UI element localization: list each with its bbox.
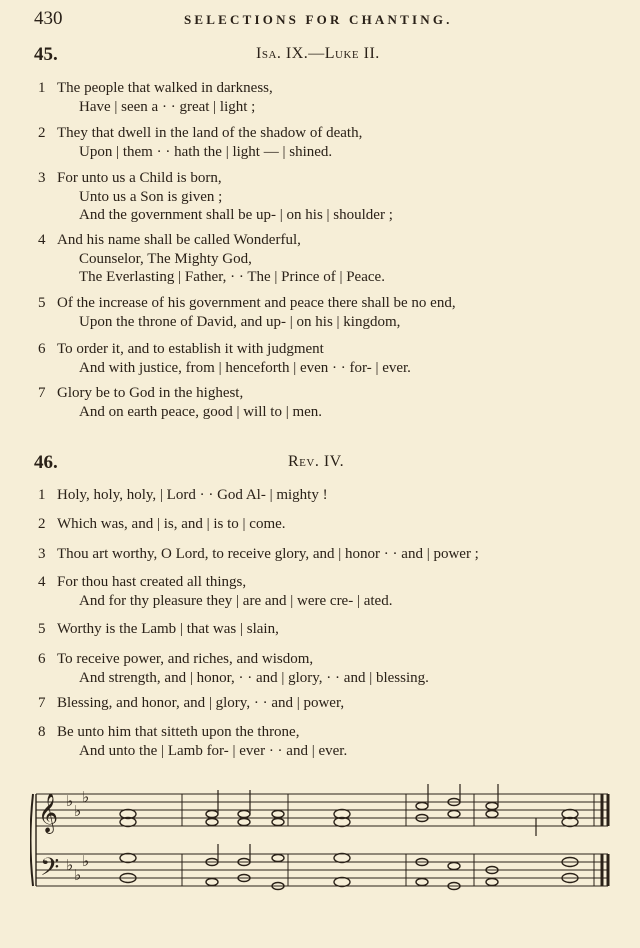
verse-line: They that dwell in the land of the shadow of death, <box>57 125 363 141</box>
verse-number: 1 <box>38 80 46 96</box>
verse-line: Unto us a Son is given ; <box>79 188 223 205</box>
svg-text:♭: ♭ <box>74 866 82 884</box>
verse-line: Upon the throne of David, and up- | on his | kingdom, <box>79 313 401 330</box>
svg-text:♭: ♭ <box>66 856 74 874</box>
verse-line: Holy, holy, holy, | Lord · · God Al- | mighty ! <box>57 487 328 503</box>
verse-number: 5 <box>38 295 46 311</box>
svg-text:𝄞: 𝄞 <box>38 793 59 833</box>
svg-text:♭: ♭ <box>82 852 90 870</box>
scripture-reference: Isa. IX.—Luke II. <box>256 45 380 62</box>
verse-line: And unto the | Lamb for- | ever · · and | ever. <box>79 742 348 759</box>
verse-line: Upon | them · · hath the | light — | shined. <box>79 143 333 160</box>
verse-line: For thou hast created all things, <box>57 574 247 590</box>
verse-number: 8 <box>38 724 46 740</box>
verse-line: Have | seen a · · great | light ; <box>79 98 256 115</box>
page-header <box>34 8 610 32</box>
verse-line: Thou art worthy, O Lord, to receive glory, and | honor · · and | power ; <box>57 546 479 562</box>
verse-line: For unto us a Child is born, <box>57 170 222 186</box>
verse-number: 2 <box>38 516 46 532</box>
verse-number: 1 <box>38 487 46 503</box>
verse-line: And strength, and | honor, · · and | glory, · · and | blessing. <box>79 669 429 686</box>
verse-line: Of the increase of his government and peace there shall be no end, <box>57 295 456 311</box>
verse-number: 3 <box>38 170 46 186</box>
verse-line: The people that walked in darkness, <box>57 80 273 96</box>
section-number: 45. <box>34 44 58 65</box>
verse-line: The Everlasting | Father, · · The | Prince of | Peace. <box>79 269 385 285</box>
verse-line: Glory be to God in the highest, <box>57 385 244 401</box>
verse-line: And on earth peace, good | will to | men. <box>79 403 323 420</box>
verse-line: And with justice, from | henceforth | even · · for- | ever. <box>79 359 411 376</box>
verse-line: Counselor, The Mighty God, <box>79 250 252 267</box>
svg-text:𝄢: 𝄢 <box>40 853 60 888</box>
verse-number: 4 <box>38 574 46 590</box>
verse-number: 6 <box>38 651 46 667</box>
verse-line: Worthy is the Lamb | that was | slain, <box>57 621 279 637</box>
verse-number: 5 <box>38 621 46 637</box>
verse-line: To receive power, and riches, and wisdom, <box>57 651 314 667</box>
verse-number: 4 <box>38 232 46 248</box>
verse-line: And for thy pleasure they | are and | were cre- | ated. <box>79 592 393 609</box>
verse-line: Blessing, and honor, and | glory, · · and | power, <box>57 695 345 711</box>
page-number: 430 <box>34 8 63 29</box>
verse-line: Which was, and | is, and | is to | come. <box>57 516 286 532</box>
svg-text:♭: ♭ <box>82 788 90 806</box>
verse-line: Be unto him that sitteth upon the throne, <box>57 724 300 740</box>
verse-line: And the government shall be up- | on his | shoulder ; <box>79 207 393 223</box>
section-heading <box>34 452 600 476</box>
verse-line: To order it, and to establish it with judgment <box>57 341 324 357</box>
section-number: 46. <box>34 452 58 473</box>
verse-number: 6 <box>38 341 46 357</box>
verse-line: And his name shall be called Wonderful, <box>57 232 301 248</box>
verse-number: 7 <box>38 385 46 401</box>
svg-text:♭: ♭ <box>66 792 74 810</box>
section-heading <box>34 44 600 68</box>
chant-music-notation <box>30 784 614 908</box>
verse-number: 7 <box>38 695 46 711</box>
scripture-reference: Rev. IV. <box>288 453 345 470</box>
verse-number: 3 <box>38 546 46 562</box>
verse-number: 2 <box>38 125 46 141</box>
svg-text:♭: ♭ <box>74 802 82 820</box>
running-head: SELECTIONS FOR CHANTING. <box>184 12 453 27</box>
